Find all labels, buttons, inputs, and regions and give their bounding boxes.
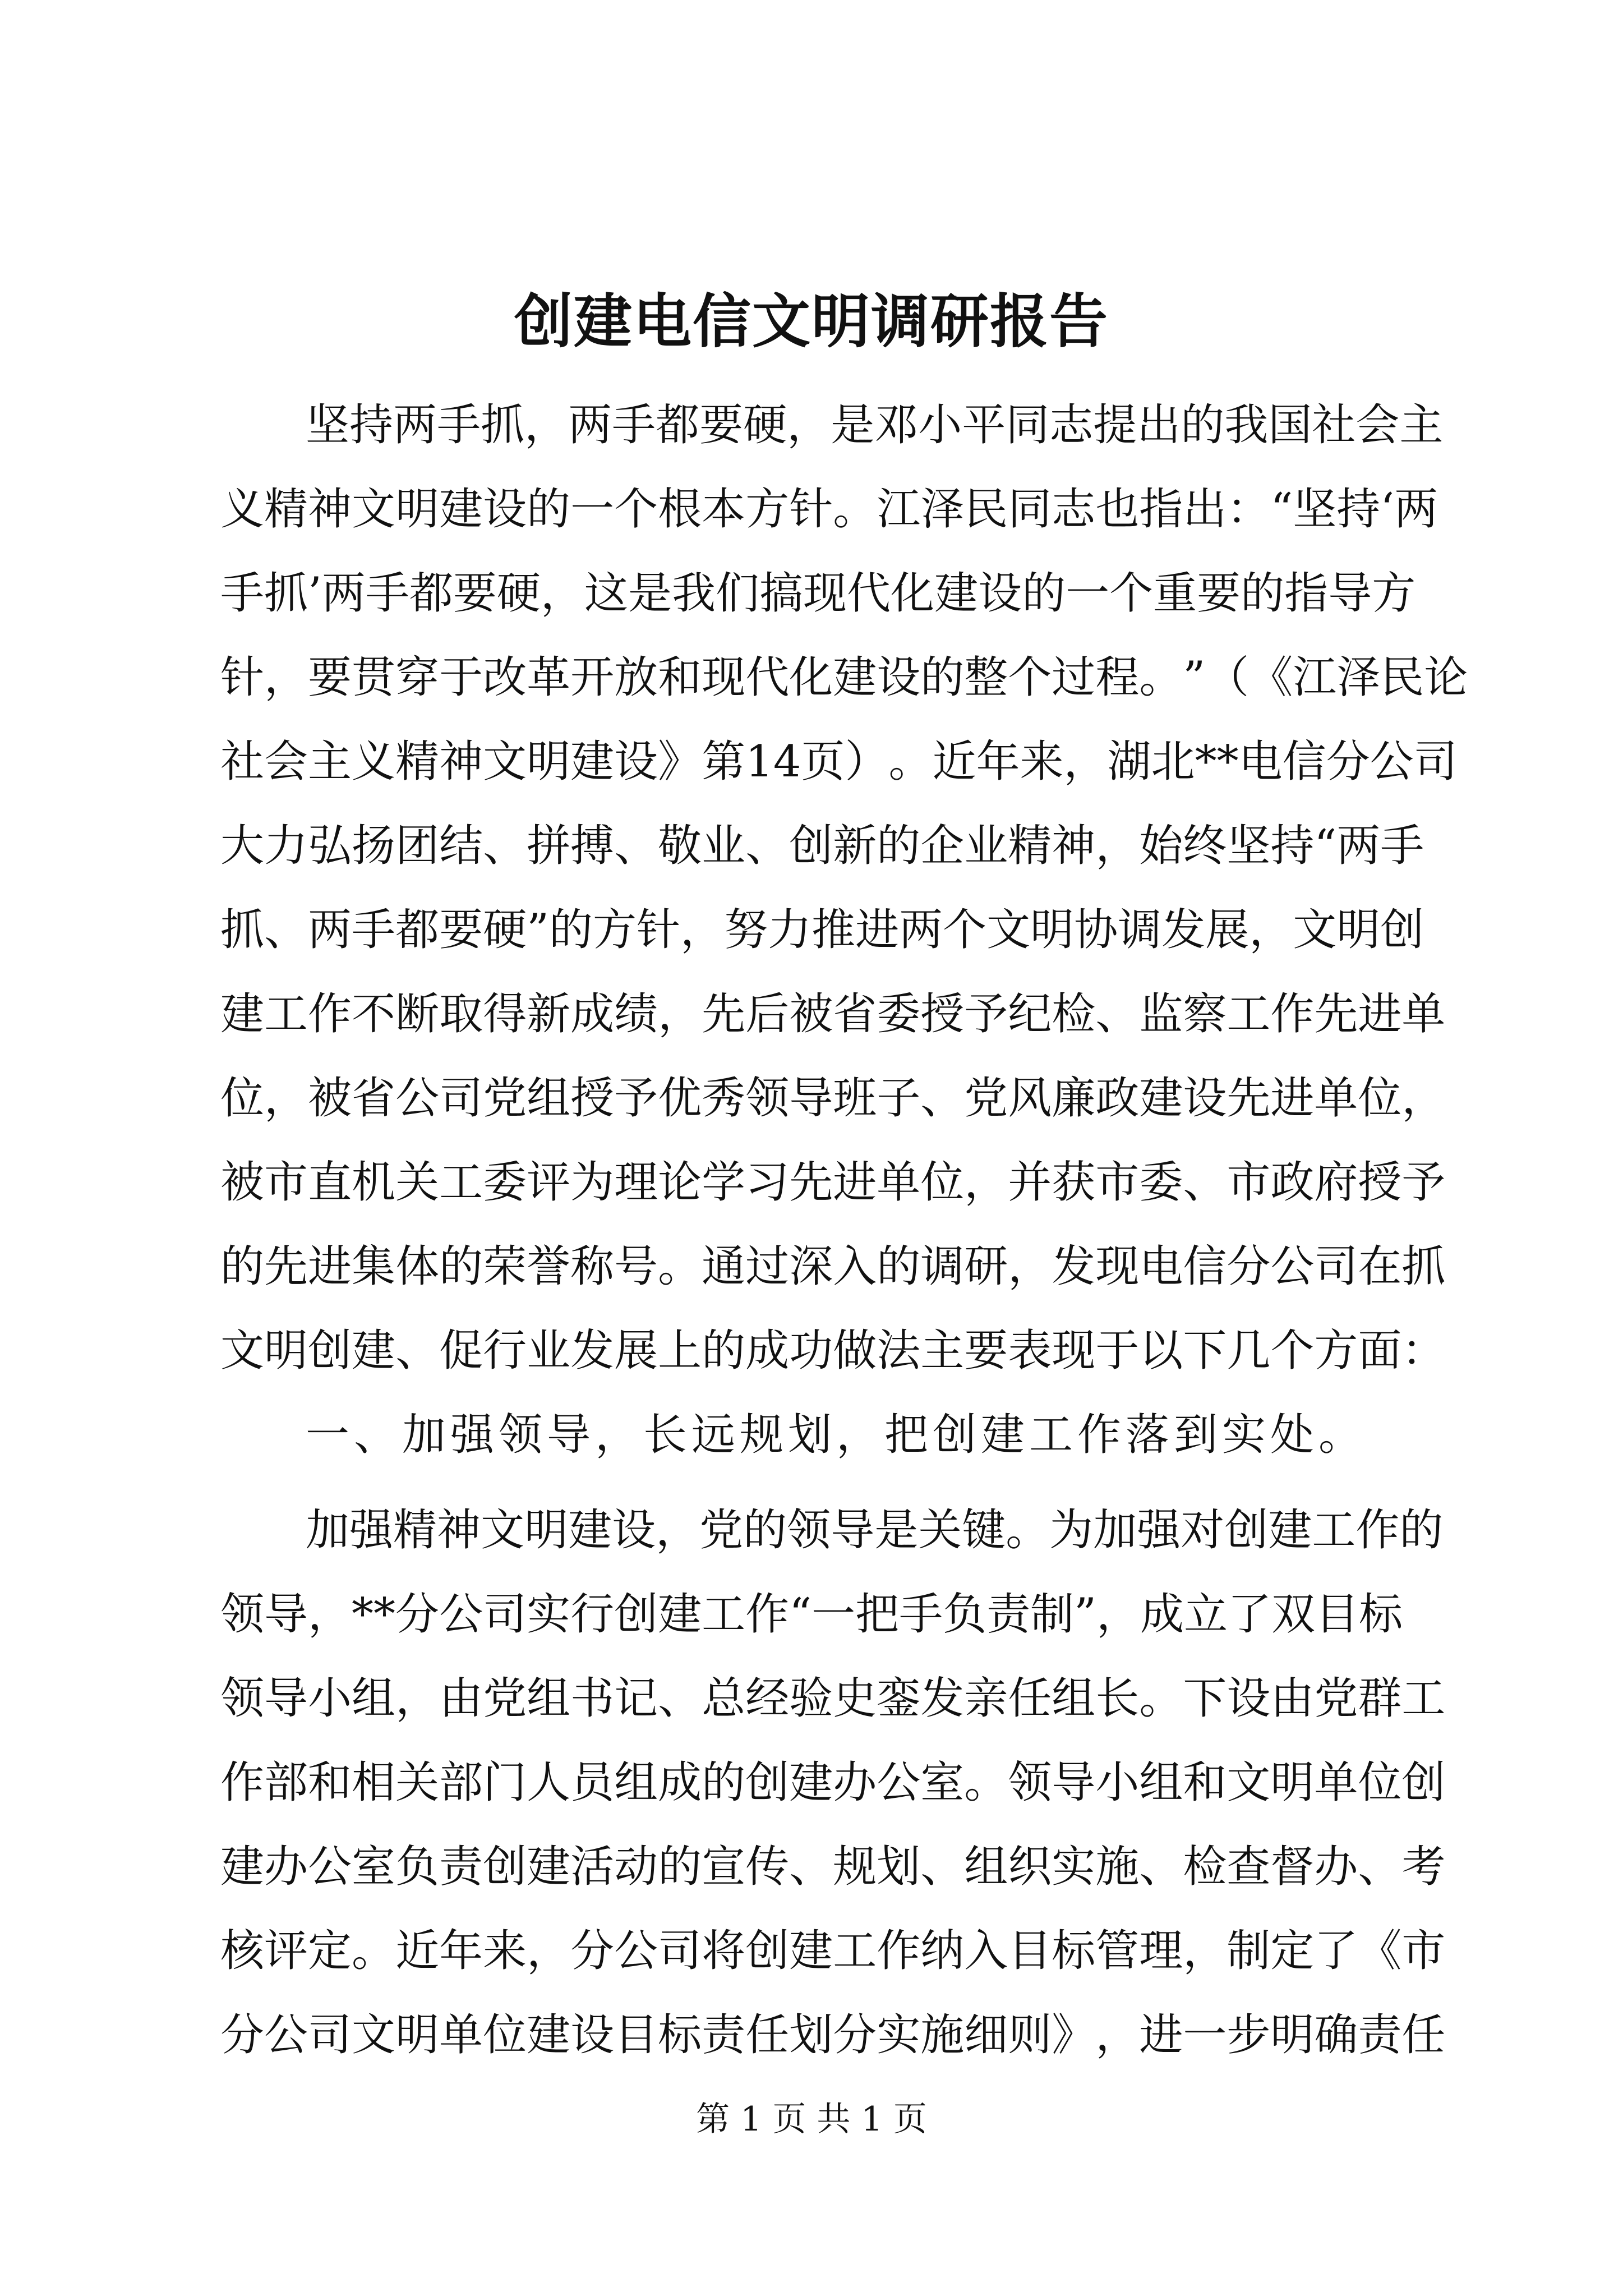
text-line: 大 力 弘 扬 团 结 、 拼 搏 、 敬 业 、 创 新 的 企 业 精 神 ， 始 终 坚 持 “ 两 手 (220, 821, 1424, 871)
text-line: 文 明 创 建 、 促 行 业 发 展 上 的 成 功 做 法 主 要 表 现 于 以 下 几 个 方 面 ： (220, 1326, 1446, 1376)
text-line: 义 精 神 文 明 建 设 的 一 个 根 本 方 针 。 江 泽 民 同 志 也 指 出 ： “ 坚 持 ‘ 两 (220, 484, 1438, 535)
text-line: 建 工 作 不 断 取 得 新 成 绩 ， 先 后 被 省 委 授 予 纪 检 、 监 察 工 作 先 进 单 (220, 989, 1446, 1039)
text-line: 核 评 定 。 近 年 来 ， 分 公 司 将 创 建 工 作 纳 入 目 标 管 理 ， 制 定 了 《 市 (220, 1926, 1446, 1976)
text-line: 的 先 进 集 体 的 荣 誉 称 号 。 通 过 深 入 的 调 研 ， 发 现 电 信 分 公 司 在 抓 (220, 1241, 1446, 1292)
text-line: 作 部 和 相 关 部 门 人 员 组 成 的 创 建 办 公 室 。 领 导 小 组 和 文 明 单 位 创 (220, 1757, 1446, 1808)
text-line: 领 导 小 组 ， 由 党 组 书 记 、 总 经 验 史 銮 发 亲 任 组 长 。 下 设 由 党 群 工 (220, 1673, 1446, 1724)
text-line: 坚 持 两 手 抓 ， 两 手 都 要 硬 ， 是 邓 小 平 同 志 提 出 的 我 国 社 会 主 (306, 400, 1444, 450)
text-line: 分 公 司 文 明 单 位 建 设 目 标 责 任 划 分 实 施 细 则 》 ， 进 一 步 明 确 责 任 (220, 2010, 1446, 2060)
text-line: 被 市 直 机 关 工 委 评 为 理 论 学 习 先 进 单 位 ， 并 获 市 委 、 市 政 府 授 予 (220, 1157, 1446, 1208)
text-line: 位 ， 被 省 公 司 党 组 授 予 优 秀 领 导 班 子 、 党 风 廉 政 建 设 先 进 单 位 ， (220, 1073, 1446, 1124)
text-line: 领 导 ， ** 分 公 司 实 行 创 建 工 作 “ 一 把 手 负 责 制 ” ， 成 立 了 双 目 标 (220, 1589, 1403, 1640)
text-line: 加 强 精 神 文 明 建 设 ， 党 的 领 导 是 关 键 。 为 加 强 对 创 建 工 作 的 (306, 1505, 1444, 1556)
text-line: 手 抓 ’ 两 手 都 要 硬 ， 这 是 我 们 搞 现 代 化 建 设 的 一 个 重 要 的 指 导 方 (220, 568, 1416, 619)
text-line: 社 会 主 义 精 神 文 明 建 设 》 第 14 页 ） 。 近 年 来 ， 湖 北 ** 电 信 分 公 司 (220, 737, 1458, 787)
document-title: 创建电信文明调研报告 (514, 287, 1109, 356)
text-line: 针 ， 要 贯 穿 于 改 革 开 放 和 现 代 化 建 设 的 整 个 过 程 。 ” （ 《 江 泽 民 论 (220, 652, 1468, 703)
page-footer: 第 1 页 共 1 页 (696, 2100, 927, 2139)
text-line: 抓 、 两 手 都 要 硬 ” 的 方 针 ， 努 力 推 进 两 个 文 明 协 调 发 展 ， 文 明 创 (220, 905, 1424, 955)
text-line: 建 办 公 室 负 责 创 建 活 动 的 宣 传 、 规 划 、 组 织 实 施 、 检 查 督 办 、 考 (220, 1842, 1446, 1892)
text-line: 一、加强领导，长远规划，把创建工作落到实处。 (306, 1410, 1367, 1460)
